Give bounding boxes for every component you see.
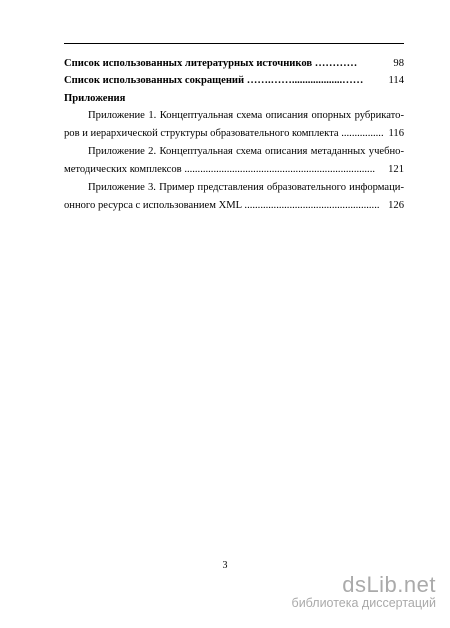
watermark-title: dsLib.net (342, 572, 436, 597)
appendix2-line2 (64, 163, 404, 176)
toc-entry-text: ров и иерархической структуры образовательного комплекта (64, 128, 339, 139)
appendix3-line2 (64, 199, 404, 212)
toc-leader-dots: ………… (314, 58, 358, 69)
toc-leader-dots: …….……...................…… (246, 75, 364, 86)
dslib-watermark-logo (292, 574, 436, 610)
toc-entry-title: Список использованных литературных источников (64, 58, 313, 69)
toc-page-number: 114 (388, 75, 404, 86)
toc-leader-dots: ................ (341, 128, 384, 139)
toc-page-number: 116 (388, 128, 404, 139)
toc-page-number: 126 (388, 200, 404, 211)
toc-leader-dots: ........................................................................ (184, 164, 375, 175)
toc-appendices-heading: Приложения (64, 93, 126, 104)
watermark-subtitle: библиотека диссертаций (291, 596, 436, 610)
toc-page-number: 121 (388, 164, 404, 175)
toc-entry-abbreviations (64, 74, 404, 87)
page-number: 3 (222, 560, 228, 571)
toc-entry-text: онного ресурса с использованием XML (64, 200, 242, 211)
header-rule (64, 43, 404, 44)
appendix3-line1: Приложение 3. Пример представления образовательного информаци- (88, 182, 404, 193)
toc-page-number: 98 (393, 58, 404, 69)
appendix2-line1: Приложение 2. Концептуальная схема описания метаданных учебно- (88, 146, 404, 157)
appendix1-line2 (64, 127, 404, 140)
toc-entry-lit-sources (64, 57, 404, 70)
toc-leader-dots: ................................................... (244, 200, 380, 211)
toc-entry-text: методических комплексов (64, 164, 182, 175)
toc-entry-title: Список использованных сокращений (64, 75, 245, 86)
appendix1-line1: Приложение 1. Концептуальная схема описания опорных рубрикато- (88, 110, 404, 121)
